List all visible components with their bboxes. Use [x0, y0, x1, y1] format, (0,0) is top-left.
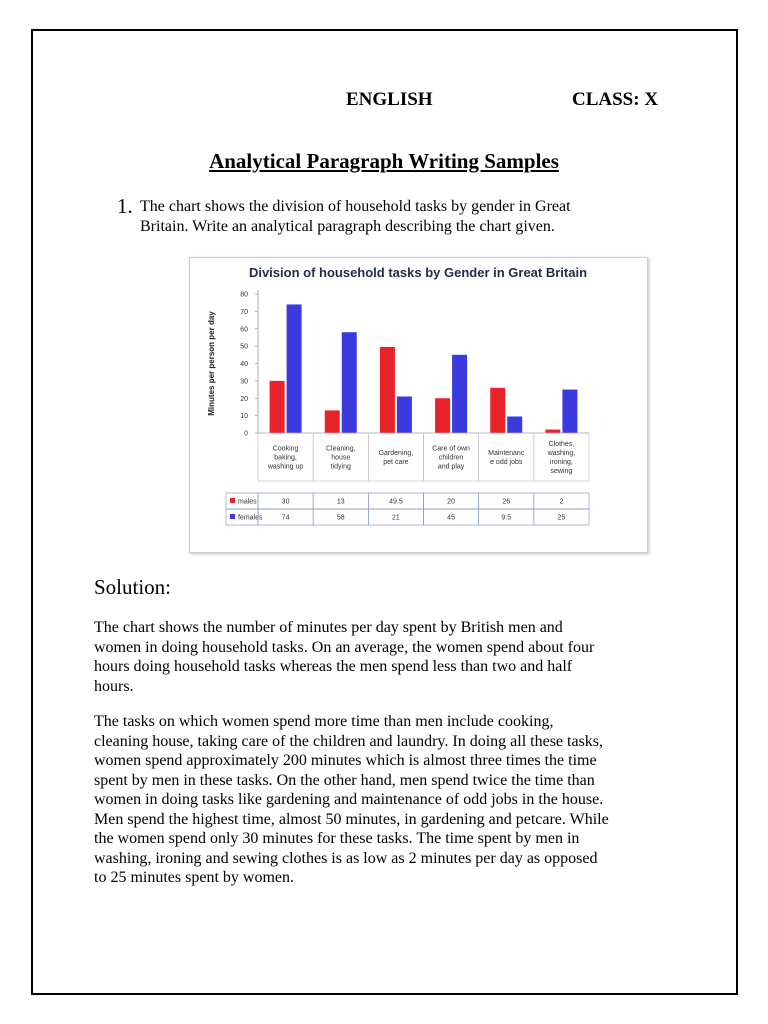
females-bar	[342, 332, 357, 433]
category-label: Gardening,	[378, 450, 414, 457]
class-label: CLASS: X	[572, 89, 659, 110]
table-value: 21	[392, 514, 400, 522]
males-bar	[270, 381, 285, 433]
females-bar	[562, 390, 577, 433]
category-label: Cooking	[272, 445, 299, 453]
y-tick-label: 70	[240, 308, 248, 316]
y-tick-label: 50	[240, 343, 248, 351]
category-label: children	[438, 454, 464, 462]
males-bar	[545, 430, 560, 433]
females-legend-swatch	[230, 514, 235, 519]
category-label: Clothes,	[548, 441, 575, 448]
females-bar	[287, 304, 302, 433]
question-text	[140, 197, 660, 237]
paragraph-line: spent by men in these tasks. On the other hand, men spend twice the time than	[94, 771, 595, 789]
category-label: washing,	[547, 450, 576, 457]
males-legend-label: males	[238, 498, 257, 506]
table-value: 30	[281, 498, 290, 506]
males-bar	[435, 398, 450, 433]
y-tick-label: 20	[240, 395, 248, 403]
category-cell	[479, 433, 534, 481]
males-bar	[490, 388, 505, 433]
paragraph-line: women spend approximately 200 minutes which is almost three times the time	[94, 752, 597, 769]
question-number: 1.	[117, 194, 133, 218]
table-value: 20	[447, 498, 455, 506]
chart-title: Division of household tasks by Gender in Great Britain	[248, 265, 588, 280]
females-bar	[397, 397, 412, 433]
y-tick-label: 10	[240, 413, 248, 421]
paragraph-line: cleaning house, taking care of the children and laundry. In doing all these tasks,	[94, 732, 604, 750]
paragraph-line: The chart shows the number of minutes per day spent by British men and	[94, 619, 563, 636]
subject-label: ENGLISH	[346, 89, 433, 110]
chart-figure	[189, 257, 648, 553]
table-value: 74	[281, 514, 290, 522]
category-label: Maintenanc	[488, 450, 525, 457]
y-tick-label: 0	[244, 430, 248, 438]
category-label: Care of own	[432, 445, 470, 453]
males-legend-swatch	[230, 498, 235, 503]
females-legend-label: females	[238, 514, 263, 522]
category-label: house	[331, 454, 351, 462]
solution-paragraph-2	[94, 712, 676, 888]
category-label: e odd jobs	[490, 459, 523, 466]
table-value: 13	[336, 498, 345, 506]
paragraph-line: to 25 minutes spent by women.	[94, 869, 294, 886]
category-label: baking,	[274, 454, 297, 462]
paragraph-line: women in doing tasks like gardening and maintenance of odd jobs in the house.	[94, 791, 604, 808]
question-line: The chart shows the division of household tasks by gender in Great	[140, 198, 571, 215]
paragraph-line: the women spend only 30 minutes for these tasks. The time spent by men in	[94, 830, 580, 847]
paragraph-line: The tasks on which women spend more time than men include cooking,	[94, 713, 554, 730]
category-cell	[368, 433, 423, 481]
solution-paragraph-1	[94, 618, 676, 696]
table-value: 45	[447, 514, 455, 522]
document-title: Analytical Paragraph Writing Samples	[209, 149, 559, 173]
category-label: washing up	[267, 463, 304, 471]
males-bar	[380, 347, 395, 433]
females-bar	[507, 416, 522, 433]
y-tick-label: 40	[240, 361, 248, 368]
chart-svg	[190, 258, 647, 552]
category-label: sewing	[550, 468, 573, 475]
y-tick-label: 80	[240, 291, 248, 299]
category-label: Cleaning,	[325, 445, 356, 453]
paragraph-line: washing, ironing and sewing clothes is as low as 2 minutes per day as opposed	[94, 849, 598, 867]
paragraph-line: hours doing household tasks whereas the men spend less than two and half	[94, 658, 573, 675]
table-value: 49.5	[389, 498, 403, 506]
y-tick-label: 30	[240, 378, 248, 386]
table-value: 58	[336, 514, 345, 522]
males-bar	[325, 410, 340, 433]
table-value: 26	[502, 498, 511, 506]
females-bar	[452, 355, 467, 433]
paragraph-line: women in doing household tasks. On an average, the women spend about four	[94, 638, 595, 656]
question-line: Britain. Write an analytical paragraph describing the chart given.	[140, 218, 555, 235]
paragraph-line: hours.	[94, 677, 134, 695]
y-axis-label: Minutes per person per day	[207, 311, 216, 416]
category-label: tidying	[330, 463, 351, 471]
table-value: 25	[557, 514, 566, 522]
category-label: and play	[437, 463, 465, 471]
paragraph-line: Men spend the highest time, almost 50 minutes, in gardening and petcare. While	[94, 810, 609, 828]
table-value: 9.5	[501, 514, 512, 522]
category-label: pet care	[383, 459, 409, 466]
category-label: ironing,	[549, 459, 573, 466]
solution-heading: Solution:	[94, 575, 172, 599]
table-value: 2	[559, 498, 564, 506]
y-tick-label: 60	[240, 326, 248, 334]
